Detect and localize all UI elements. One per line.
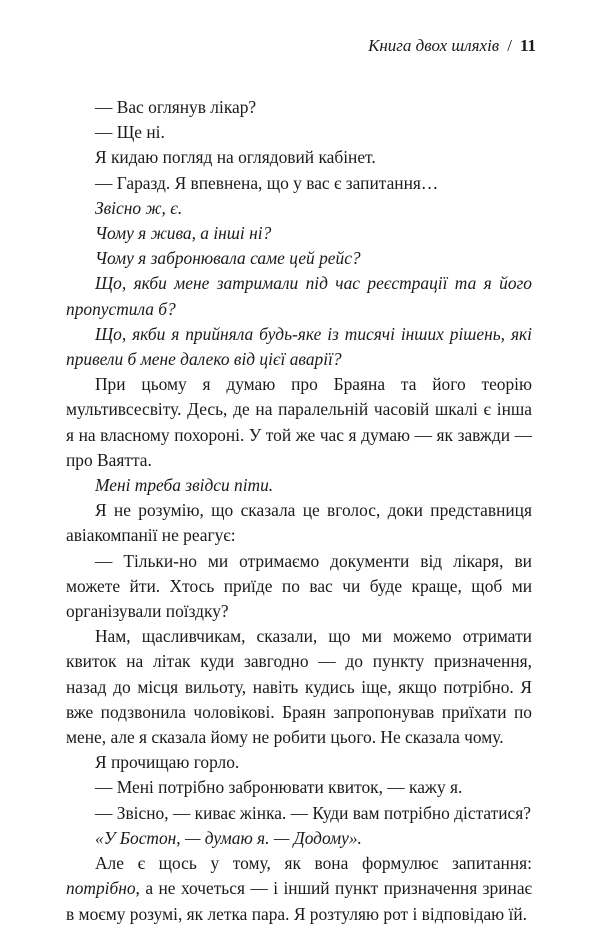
paragraph: При цьому я думаю про Браяна та його теорію мультивсесвіту. Десь, де на паралельній часовій шкалі є інша я на власному похороні. У той же час я думаю — як завжди — про Ваятта. xyxy=(66,374,532,470)
page-number: 11 xyxy=(519,36,536,55)
emphasis: потрібно xyxy=(66,878,136,899)
header-separator: / xyxy=(507,36,512,55)
body-text xyxy=(66,95,532,927)
paragraph: Звісно ж, є. xyxy=(95,197,183,218)
paragraph: — Гаразд. Я впевнена, що у вас є запитання… xyxy=(95,172,439,193)
paragraph: Чому я жива, а інші ні? xyxy=(95,223,272,244)
paragraph: Мені треба звідси піти. xyxy=(95,475,274,496)
paragraph: — Звісно, — киває жінка. — Куди вам потрібно дістатися? xyxy=(95,802,531,823)
paragraph: «У Бостон, — думаю я. — Додому». xyxy=(95,827,362,848)
paragraph: Чому я забронювала саме цей рейс? xyxy=(95,248,361,269)
paragraph: — Тільки-но ми отримаємо документи від лікаря, ви можете йти. Хтось приїде по вас чи буде краще, щоб ми організували поїздку? xyxy=(66,550,532,622)
paragraph: — Вас оглянув лікар? xyxy=(95,97,257,117)
paragraph-text: , а не хочеться — і інший пункт призначення зринає в моєму розумі, як летка пара. Я розтуляю рот і відповідаю їй. xyxy=(66,878,532,924)
paragraph-text: Але є щось у тому, як вона формулює запитання: xyxy=(95,853,532,874)
paragraph: Нам, щасливчикам, сказали, що ми можемо отримати квиток на літак куди завгодно — до пункту призначення, назад до місця вильоту, навіть кудись іще, якщо потрібно. Я вже подзвонила чоловікові. Браян запропонував приїхати по мене, але я сказала йому не робити цього. Не сказала чому. xyxy=(66,626,532,748)
paragraph: — Мені потрібно забронювати квиток, — кажу я. xyxy=(95,777,463,798)
running-header xyxy=(368,36,536,56)
book-title: Книга двох шляхів xyxy=(368,36,500,55)
paragraph: — Ще ні. xyxy=(95,122,165,143)
paragraph: Я не розумію, що сказала це вголос, доки представниця авіакомпанії не реагує: xyxy=(66,500,532,546)
paragraph: Я кидаю погляд на оглядовий кабінет. xyxy=(95,147,376,168)
paragraph: Що, якби мене затримали під час реєстрації та я його пропустила б? xyxy=(66,273,532,319)
paragraph xyxy=(66,851,532,927)
paragraph: Що, якби я прийняла будь-яке із тисячі інших рішень, які привели б мене далеко від цієї аварії? xyxy=(66,323,532,370)
paragraph: Я прочищаю горло. xyxy=(95,752,240,773)
